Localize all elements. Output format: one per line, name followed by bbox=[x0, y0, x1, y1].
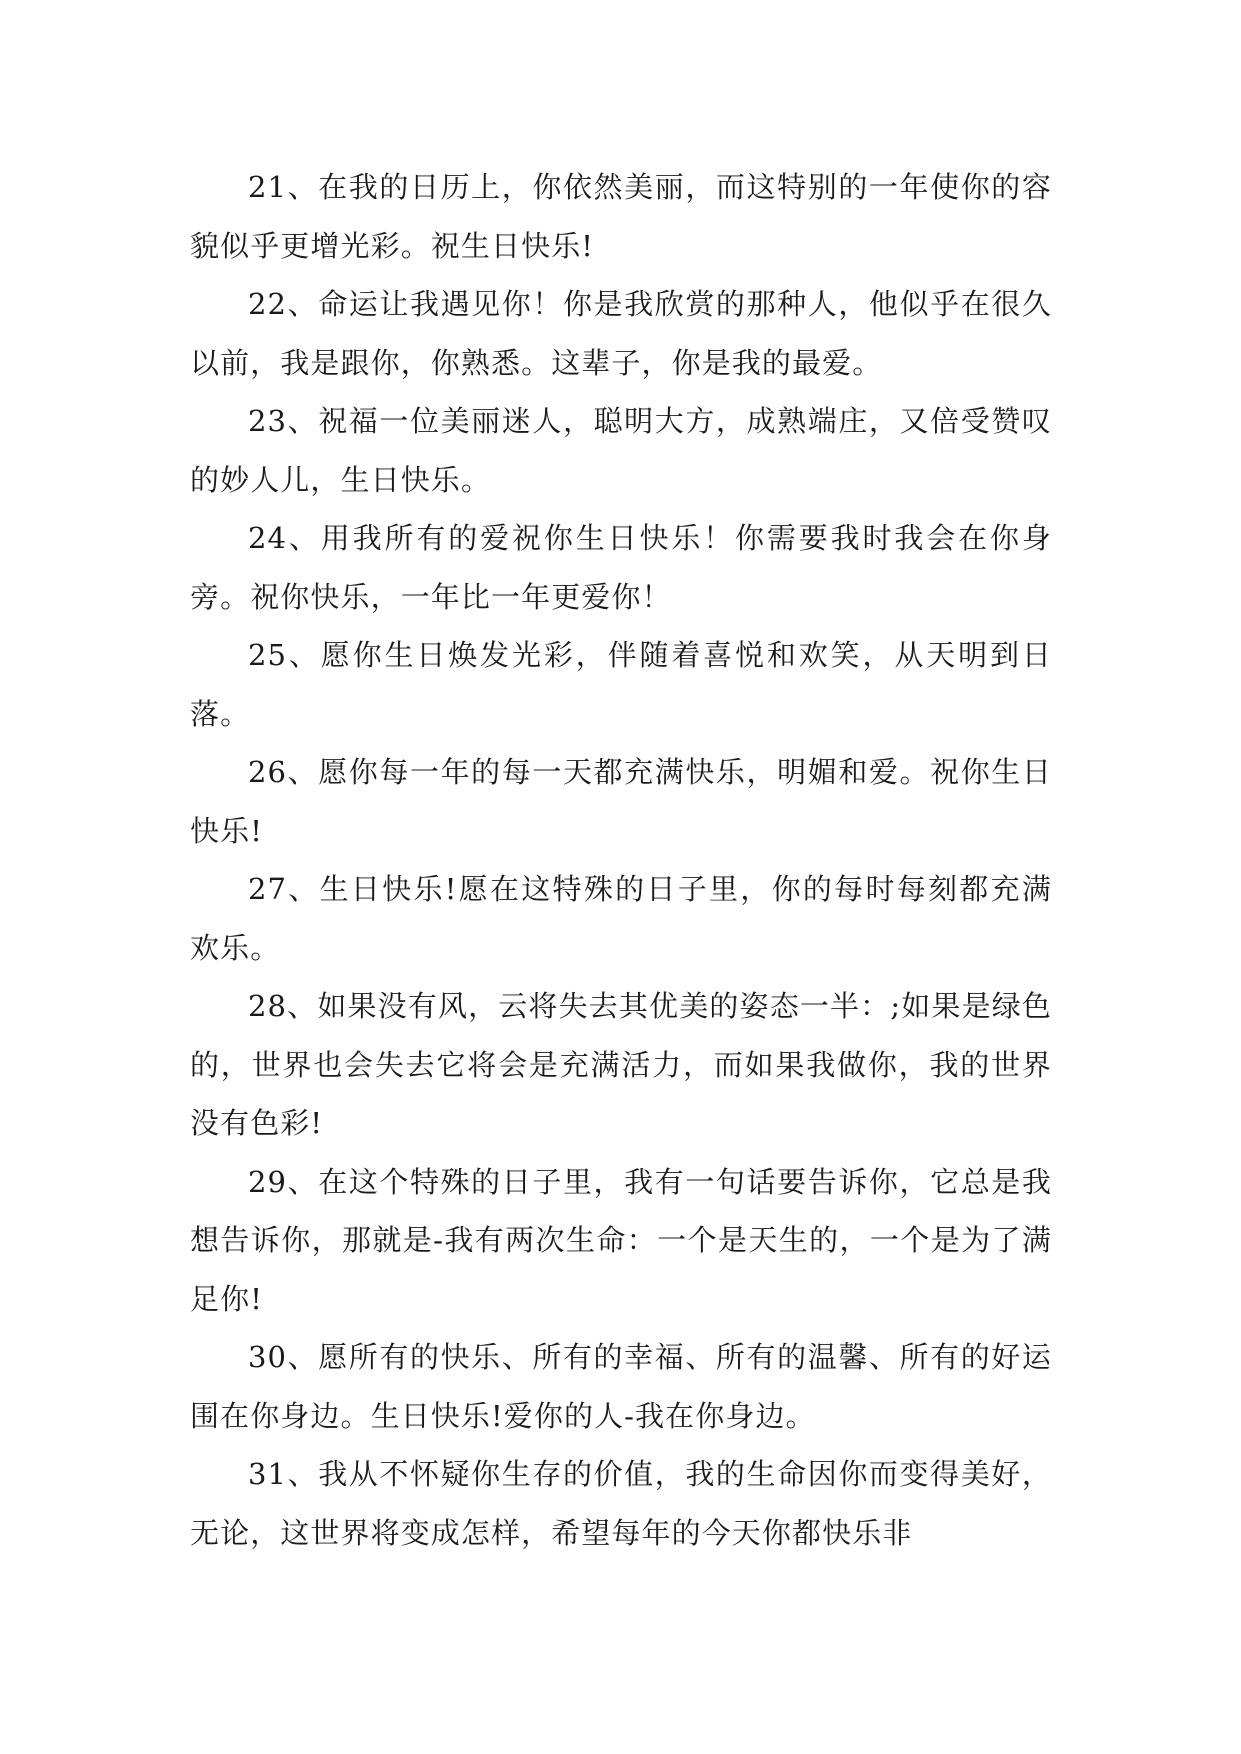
paragraph-22: 22、命运让我遇见你！你是我欣赏的那种人，他似乎在很久以前，我是跟你，你熟悉。这辈子，你是我的最爱。 bbox=[190, 287, 1052, 380]
paragraph-25: 25、愿你生日焕发光彩，伴随着喜悦和欢笑，从天明到日落。 bbox=[190, 638, 1052, 731]
paragraph-21: 21、在我的日历上，你依然美丽，而这特别的一年使你的容貌似乎更增光彩。祝生日快乐! bbox=[190, 170, 1052, 263]
paragraph-27: 27、生日快乐!愿在这特殊的日子里，你的每时每刻都充满欢乐。 bbox=[190, 872, 1052, 965]
paragraph-31: 31、我从不怀疑你生存的价值，我的生命因你而变得美好，无论，这世界将变成怎样，希望每年的今天你都快乐非 bbox=[190, 1457, 1052, 1550]
document-body bbox=[190, 158, 1052, 1562]
paragraph-28: 28、如果没有风，云将失去其优美的姿态一半：;如果是绿色的，世界也会失去它将会是充满活力，而如果我做你，我的世界没有色彩! bbox=[190, 989, 1052, 1140]
paragraph-29: 29、在这个特殊的日子里，我有一句话要告诉你，它总是我想告诉你，那就是-我有两次生命：一个是天生的，一个是为了满足你! bbox=[190, 1164, 1052, 1316]
paragraph-24: 24、用我所有的爱祝你生日快乐！你需要我时我会在你身旁。祝你快乐，一年比一年更爱你！ bbox=[190, 521, 1052, 614]
paragraph-30: 30、愿所有的快乐、所有的幸福、所有的温馨、所有的好运围在你身边。生日快乐!爱你的人-我在你身边。 bbox=[190, 1340, 1052, 1433]
paragraph-23: 23、祝福一位美丽迷人，聪明大方，成熟端庄，又倍受赞叹的妙人儿，生日快乐。 bbox=[190, 404, 1052, 497]
paragraph-26: 26、愿你每一年的每一天都充满快乐，明媚和爱。祝你生日快乐! bbox=[190, 755, 1052, 848]
